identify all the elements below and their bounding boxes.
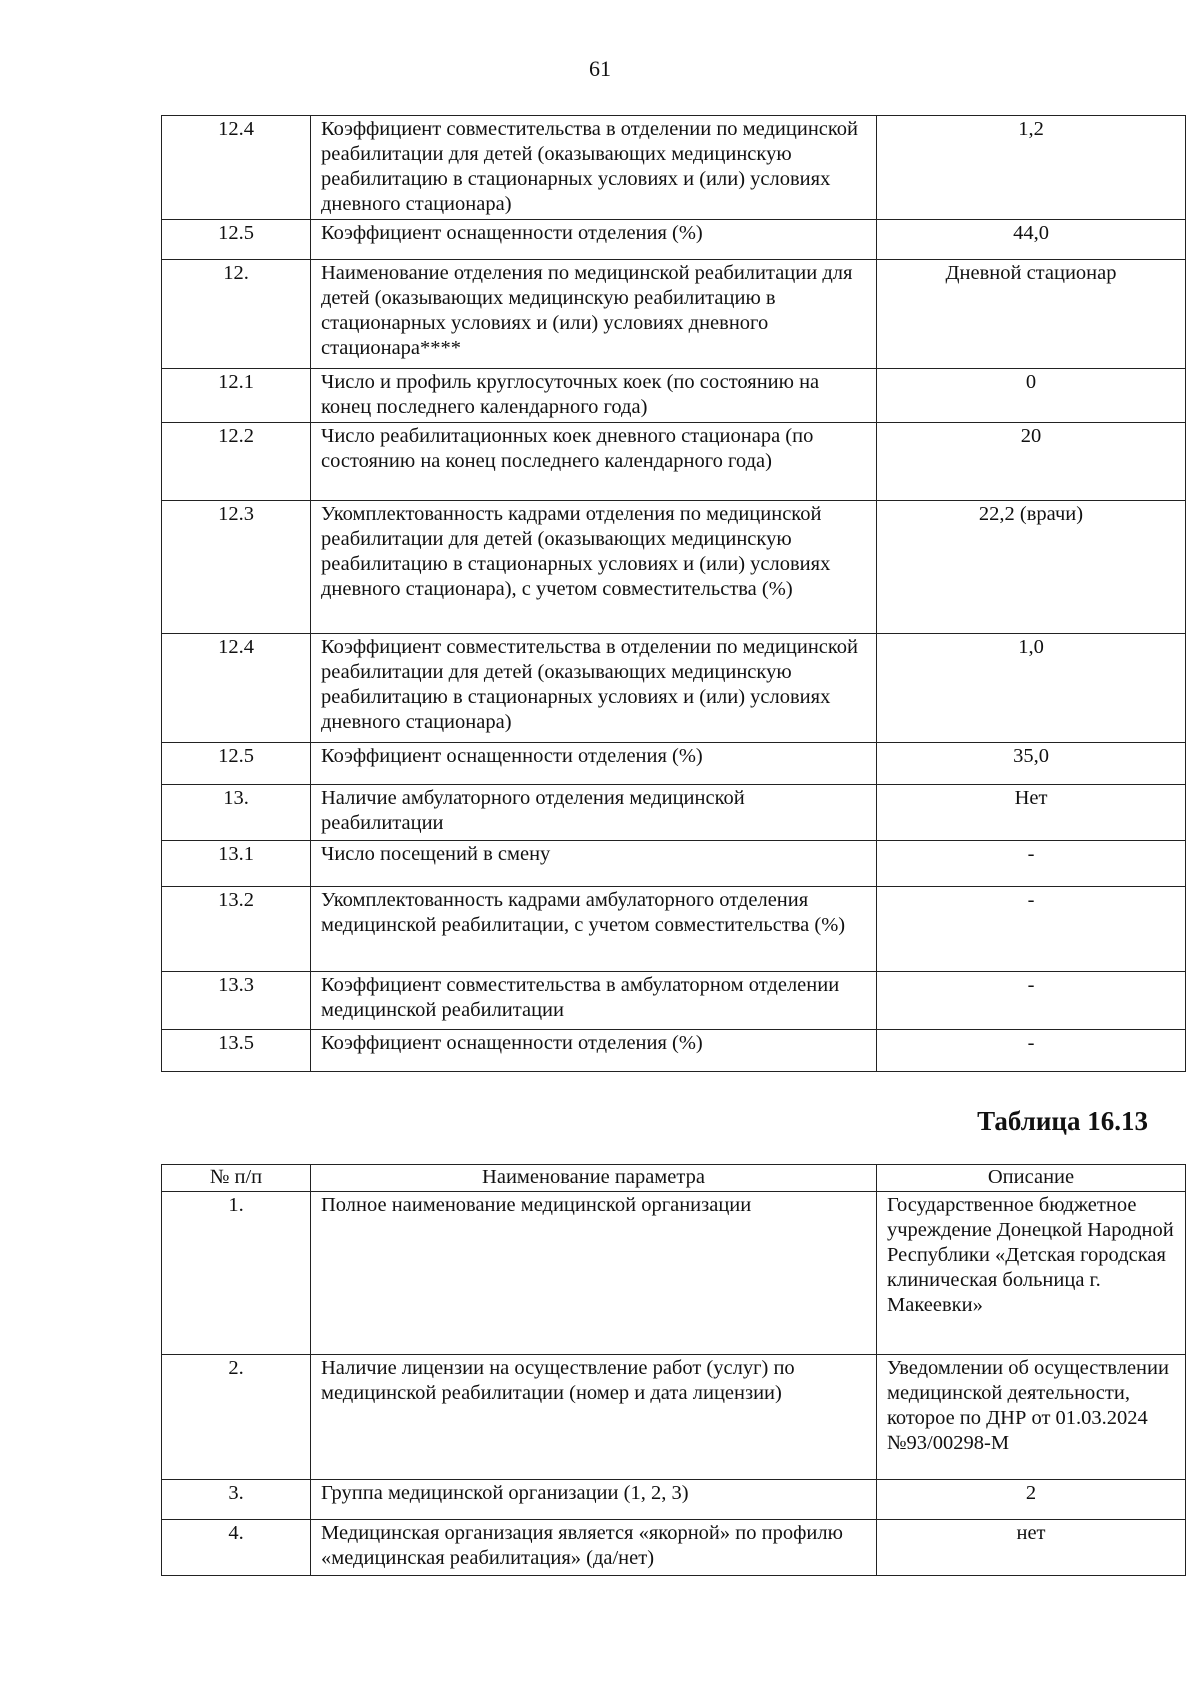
- table-row: [162, 841, 1186, 887]
- parameter-value: Нет: [877, 785, 1186, 841]
- table-title: Таблица 16.13: [977, 1106, 1148, 1136]
- parameter-value: 35,0: [877, 743, 1186, 785]
- page-number: 61: [589, 56, 611, 81]
- table-row: [162, 1030, 1186, 1072]
- parameter-name: Наименование отделения по медицинской реабилитации для детей (оказывающих медицинскую реабилитацию в стационарных условиях и (или) условиях дневного стационара****: [311, 260, 877, 369]
- table-row: [162, 1480, 1186, 1520]
- row-number: 13.1: [162, 841, 311, 887]
- row-number: 2.: [162, 1355, 311, 1480]
- parameter-value: Государственное бюджетное учреждение Донецкой Народной Республики «Детская городская клиническая больница г. Макеевки»: [877, 1192, 1186, 1355]
- parameter-value: 2: [877, 1480, 1186, 1520]
- parameter-value: -: [877, 972, 1186, 1030]
- parameter-name: Укомплектованность кадрами отделения по медицинской реабилитации для детей (оказывающих медицинскую реабилитацию в стационарных условиях и (или) условиях дневного стационара), с учетом совместительства (%): [311, 501, 877, 634]
- table-row: [162, 369, 1186, 423]
- parameter-name: Число и профиль круглосуточных коек (по состоянию на конец последнего календарного года): [311, 369, 877, 423]
- parameter-name: Наличие амбулаторного отделения медицинской реабилитации: [311, 785, 877, 841]
- parameter-name: Коэффициент совместительства в отделении по медицинской реабилитации для детей (оказывающих медицинскую реабилитацию в стационарных условиях и (или) условиях дневного стационара): [311, 634, 877, 743]
- parameter-value: -: [877, 841, 1186, 887]
- row-number: 13.5: [162, 1030, 311, 1072]
- table-row: [162, 1192, 1186, 1355]
- row-number: 12.3: [162, 501, 311, 634]
- parameter-name: Коэффициент оснащенности отделения (%): [311, 220, 877, 260]
- table-row: [162, 220, 1186, 260]
- parameter-name: Группа медицинской организации (1, 2, 3): [311, 1480, 877, 1520]
- parameter-name: Укомплектованность кадрами амбулаторного отделения медицинской реабилитации, с учетом совместительства (%): [311, 887, 877, 972]
- organization-table: [161, 1164, 1186, 1576]
- row-number: 3.: [162, 1480, 311, 1520]
- table-header-row: [162, 1165, 1186, 1192]
- row-number: 12.1: [162, 369, 311, 423]
- parameter-value: 1,2: [877, 116, 1186, 220]
- table-row: [162, 743, 1186, 785]
- row-number: 13.3: [162, 972, 311, 1030]
- row-number: 12.5: [162, 220, 311, 260]
- parameter-value: 22,2 (врачи): [877, 501, 1186, 634]
- row-number: 13.2: [162, 887, 311, 972]
- row-number: 12.2: [162, 423, 311, 501]
- parameter-name: Коэффициент совместительства в отделении по медицинской реабилитации для детей (оказывающих медицинскую реабилитацию в стационарных условиях и (или) условиях дневного стационара): [311, 116, 877, 220]
- column-header-number: № п/п: [162, 1165, 311, 1192]
- row-number: 12.4: [162, 116, 311, 220]
- parameter-value: 20: [877, 423, 1186, 501]
- table-row: [162, 887, 1186, 972]
- parameter-value: Уведомлении об осуществлении медицинской деятельности, которое по ДНР от 01.03.2024 №93/00298-М: [877, 1355, 1186, 1480]
- table-row: [162, 423, 1186, 501]
- parameter-name: Коэффициент совместительства в амбулаторном отделении медицинской реабилитации: [311, 972, 877, 1030]
- parameter-name: Коэффициент оснащенности отделения (%): [311, 1030, 877, 1072]
- parameter-value: 1,0: [877, 634, 1186, 743]
- row-number: 4.: [162, 1520, 311, 1576]
- parameter-value: -: [877, 887, 1186, 972]
- column-header-description: Описание: [877, 1165, 1186, 1192]
- table-row: [162, 785, 1186, 841]
- parameter-name: Медицинская организация является «якорной» по профилю «медицинская реабилитация» (да/нет): [311, 1520, 877, 1576]
- row-number: 12.5: [162, 743, 311, 785]
- table-row: [162, 1355, 1186, 1480]
- parameter-name: Число посещений в смену: [311, 841, 877, 887]
- row-number: 1.: [162, 1192, 311, 1355]
- table-row: [162, 972, 1186, 1030]
- table-row: [162, 634, 1186, 743]
- parameter-value: 0: [877, 369, 1186, 423]
- parameter-value: нет: [877, 1520, 1186, 1576]
- parameter-value: -: [877, 1030, 1186, 1072]
- table-row: [162, 260, 1186, 369]
- row-number: 13.: [162, 785, 311, 841]
- parameter-name: Число реабилитационных коек дневного стационара (по состоянию на конец последнего календарного года): [311, 423, 877, 501]
- row-number: 12.4: [162, 634, 311, 743]
- parameter-name: Наличие лицензии на осуществление работ (услуг) по медицинской реабилитации (номер и дата лицензии): [311, 1355, 877, 1480]
- table-row: [162, 1520, 1186, 1576]
- table-row: [162, 501, 1186, 634]
- parameter-name: Полное наименование медицинской организации: [311, 1192, 877, 1355]
- table-row: [162, 116, 1186, 220]
- parameter-name: Коэффициент оснащенности отделения (%): [311, 743, 877, 785]
- continued-parameters-table: [161, 115, 1186, 1072]
- parameter-value: Дневной стационар: [877, 260, 1186, 369]
- parameter-value: 44,0: [877, 220, 1186, 260]
- column-header-parameter: Наименование параметра: [311, 1165, 877, 1192]
- row-number: 12.: [162, 260, 311, 369]
